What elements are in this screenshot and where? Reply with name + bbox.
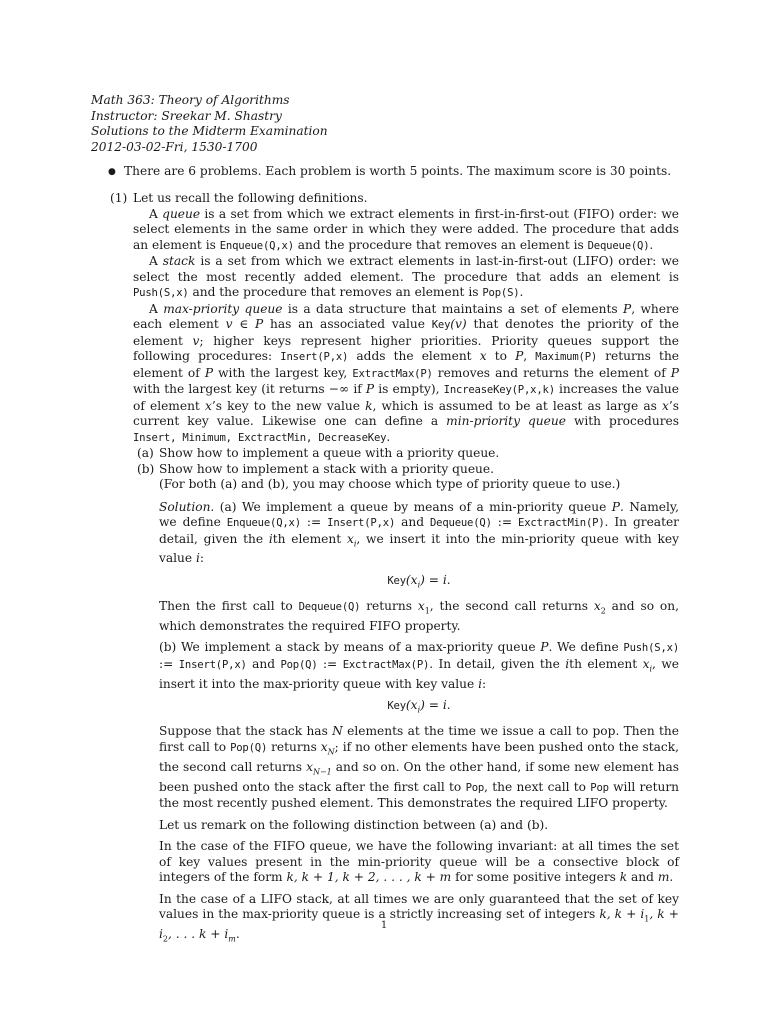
problem-body: [133, 191, 679, 953]
course-title: Math 363: Theory of Algorithms: [91, 93, 290, 107]
equation-key-b: $Key(x_i) = i$.: [387, 698, 451, 715]
intro-bullet: [108, 164, 671, 178]
remark: Let us remark on the following distinction between (a) and (b).: [159, 817, 549, 832]
parts-note: (For both (a) and (b), you may choose which type of priority queue to use.): [159, 477, 621, 491]
solution-part-b: (b) We implement a stack by means of a max-priority queue P. We define Push(S,x) := Insert(P,x) and Pop(Q) := ExctractMax(P). In detail, given the ith element $x_i$, we insert it into the max-priority queue with key value i:: [159, 640, 679, 691]
part-b: (b) Show how to implement a stack with a priority queue.: [137, 461, 494, 476]
queue-definition: A queue is a set from which we extract elements in first-in-first-out (FIFO) order: we select elements in the same order in which they were added. The procedure that adds an element is Enqueue(Q,x) and the procedure that removes an element is Dequeue(Q).: [133, 206, 679, 252]
document-header: [91, 93, 328, 155]
solution-part-b-conclusion: Suppose that the stack has N elements at the time we issue a call to pop. Then the first call to Pop(Q) returns $x_N$; if no other elements have been pushed onto the stack, the second call returns $x_{N-1}$ and so on. On the other hand, if some new element has been pushed onto the stack after the first call to Pop, the next call to Pop will return the most recently pushed element. This demonstrates the required LIFO property.: [159, 724, 679, 811]
solution-part-a: Solution. (a) We implement a queue by means of a min-priority queue P. Namely, we define Enqueue(Q,x) := Insert(P,x) and Dequeue(Q) := ExctractMin(P). In greater detail, given the ith element $x_i$, we insert it into the min-priority queue with key value i:: [159, 499, 680, 566]
instructor-line: Instructor: Sreekar M. Shastry: [91, 108, 282, 123]
problem-lead: Let us recall the following definitions.: [133, 191, 368, 205]
bullet-icon: ●: [108, 167, 116, 177]
page-number: 1: [380, 920, 388, 931]
solution-section: [133, 500, 679, 947]
solution-part-a-conclusion: Then the first call to Dequeue(Q) returns $x_1$, the second call returns $x_2$ and so on, which demonstrates the required FIFO property.: [159, 598, 679, 633]
stack-definition: A stack is a set from which we extract elements in last-in-first-out (LIFO) order: we select the most recently added element. The procedure that adds an element is Push(S,x) and the procedure that removes an element is Pop(S).: [133, 254, 679, 299]
lifo-invariant: In the case of a LIFO stack, at all times we are only guaranteed that the set of key values in the max-priority queue is a strictly increasing set of integers k, $k + i_1$, $k + i_2$, . . . $k + i_m$.: [159, 891, 679, 944]
part-a: (a) Show how to implement a queue with a priority queue.: [137, 446, 500, 460]
fifo-invariant: In the case of the FIFO queue, we have the following invariant: at all times the set of key values present in the min-priority queue will be a consective block of integers of the form k, k + 1, k + 2, . . . , k + m for some positive integers k and m.: [159, 839, 679, 885]
problem-parts: [133, 446, 679, 493]
equation-key-a: $Key(x_i) = i$.: [387, 572, 451, 590]
intro-text: There are 6 problems. Each problem is worth 5 points. The maximum score is 30 points.: [124, 164, 672, 178]
exam-date: 2012-03-02-Fri, 1530-1700: [91, 139, 258, 154]
problem-number: (1): [110, 191, 128, 205]
priority-queue-definition: A max-priority queue is a data structure that maintains a set of elements P, where each element v ∈ P has an associated value Key(v) that denotes the priority of the element v; higher keys represent higher priorities. Priority queues support the following procedures: Insert(P,x) adds the element x to P, Maximum(P) returns the element of P with the largest key, ExtractMax(P) removes and returns the element of P with the largest key (it returns −∞ if P is empty), IncreaseKey(P,x,k) increases the value of element x’s key to the new value k, which is assumed to be at least as large as x’s current key value. Likewise one can define a min-priority queue with procedures Insert, Minimum, ExctractMin, DecreaseKey.: [133, 301, 680, 444]
document-title: Solutions to the Midterm Examination: [91, 124, 328, 139]
